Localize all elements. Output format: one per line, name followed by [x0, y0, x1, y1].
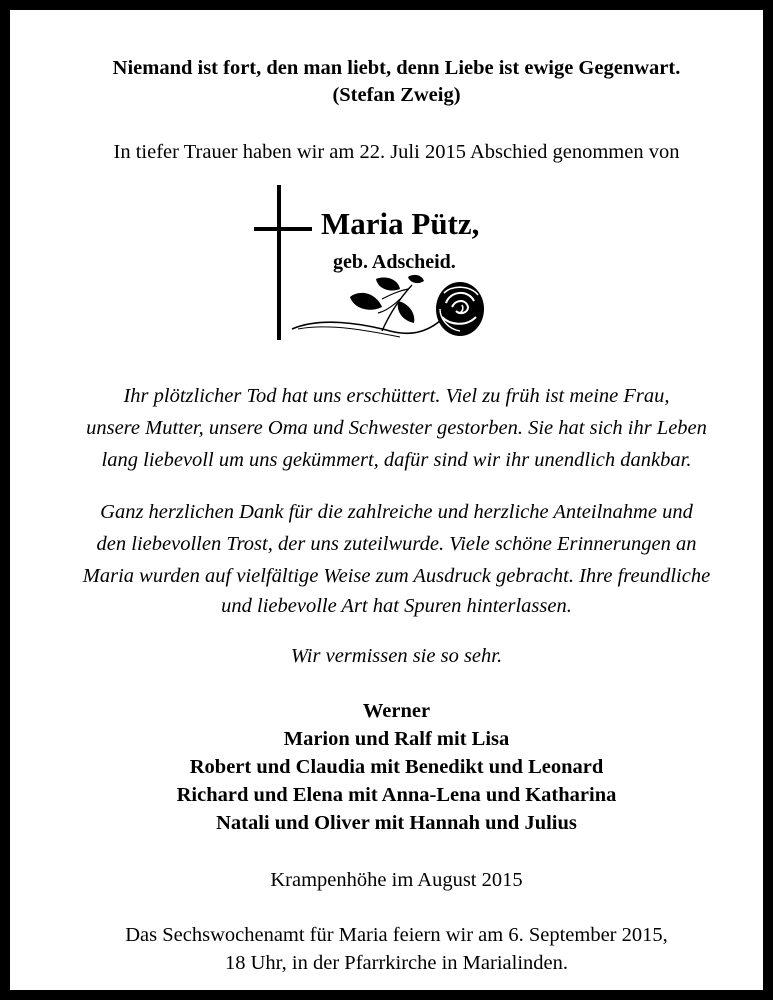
- thanks-line: Maria wurden auf vielfältige Weise zum Ausdruck gebracht. Ihre freundliche: [82, 565, 711, 587]
- family-member: Natali und Oliver mit Hannah und Julius: [216, 812, 577, 834]
- quote-text: Niemand ist fort, den man liebt, denn Liebe ist ewige Gegenwart.: [112, 57, 681, 79]
- thanks-line: den liebevollen Trost, der uns zuteilwurde. Viele schöne Erinnerungen an: [96, 533, 697, 555]
- intro-text: In tiefer Trauer haben wir am 22. Juli 2015 Abschied genommen von: [113, 141, 680, 163]
- place-date: Krampenhöhe im August 2015: [270, 869, 523, 891]
- tribute-line: unsere Mutter, unsere Oma und Schwester gestorben. Sie hat sich ihr Leben: [86, 417, 707, 439]
- family-member: Werner: [362, 700, 431, 722]
- tribute-line: Ihr plötzlicher Tod hat uns erschüttert. Viel zu früh ist meine Frau,: [123, 385, 670, 407]
- family-member: Richard und Elena mit Anna-Lena und Katharina: [176, 784, 617, 806]
- thanks-line: Ganz herzlichen Dank für die zahlreiche und herzliche Anteilnahme und: [100, 501, 693, 523]
- thanks-line: und liebevolle Art hat Spuren hinterlassen.: [221, 595, 572, 617]
- service-info: 18 Uhr, in der Pfarrkirche in Marialinden.: [224, 952, 568, 974]
- service-info: Das Sechswochenamt für Maria feiern wir am 6. September 2015,: [125, 924, 668, 946]
- deceased-maiden-name: geb. Adscheid.: [333, 251, 456, 273]
- tribute-line: lang liebevoll um uns gekümmert, dafür sind wir ihr unendlich dankbar.: [101, 449, 692, 471]
- family-member: Robert und Claudia mit Benedikt und Leonard: [189, 756, 604, 778]
- rose-icon: [290, 273, 490, 348]
- miss-line: Wir vermissen sie so sehr.: [290, 645, 503, 667]
- quote-author: (Stefan Zweig): [332, 84, 461, 106]
- deceased-name: Maria Pütz,: [321, 206, 480, 241]
- family-member: Marion und Ralf mit Lisa: [283, 728, 510, 750]
